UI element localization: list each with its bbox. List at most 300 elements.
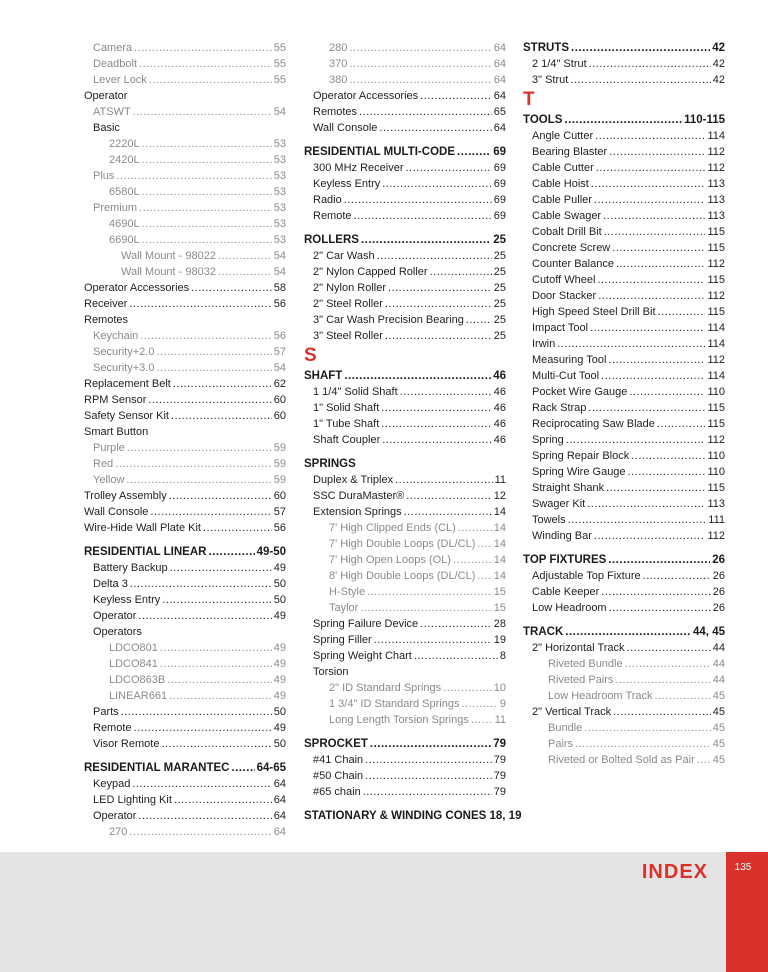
entry-page-number: 14 <box>493 554 506 566</box>
entry-page-number: 19 <box>493 634 506 646</box>
dot-leader <box>169 488 272 504</box>
entry-label: 2 1/4" Strut <box>532 58 587 70</box>
index-entry <box>304 416 506 432</box>
entry-label: Safety Sensor Kit <box>84 410 169 422</box>
dot-leader <box>129 824 271 840</box>
entry-page-number: 25 <box>493 234 506 246</box>
index-entry <box>84 296 286 312</box>
dot-leader <box>174 792 272 808</box>
entry-page-number: 44 <box>712 658 725 670</box>
entry-label: Torsion <box>313 666 349 678</box>
index-entry <box>304 208 506 224</box>
dot-leader <box>208 544 254 560</box>
index-entry <box>304 160 506 176</box>
entry-page-number: 59 <box>273 442 286 454</box>
dot-leader <box>367 584 492 600</box>
dot-leader <box>457 144 491 160</box>
entry-page-number: 44 <box>712 674 725 686</box>
index-entry <box>523 384 725 400</box>
entry-label: 380 <box>329 74 348 86</box>
entry-page-number: 28 <box>493 618 506 630</box>
index-entry <box>304 432 506 448</box>
index-entry <box>84 504 286 520</box>
entry-page-number: 14 <box>493 522 506 534</box>
entry-page-number: 26 <box>712 570 725 582</box>
index-entry <box>523 240 725 256</box>
index-entry <box>523 128 725 144</box>
index-entry <box>84 72 286 88</box>
entry-label: Wall Mount - 98032 <box>121 266 216 278</box>
index-entry <box>84 88 286 104</box>
dot-leader <box>139 56 272 72</box>
dot-leader <box>588 400 705 416</box>
entry-label: Cable Swager <box>532 210 602 222</box>
dot-leader <box>370 736 491 752</box>
entry-page-number: 113 <box>707 210 725 222</box>
entry-page-number: 50 <box>273 738 286 750</box>
entry-label: Delta 3 <box>93 578 128 590</box>
entry-label: 1" Tube Shaft <box>313 418 380 430</box>
entry-label: Replacement Belt <box>84 378 171 390</box>
entry-page-number: 113 <box>707 194 725 206</box>
index-entry <box>84 344 286 360</box>
dot-leader <box>628 464 706 480</box>
entry-label: Deadbolt <box>93 58 138 70</box>
entry-page-number: 64 <box>273 826 286 838</box>
dot-leader <box>568 512 707 528</box>
entry-page-number: 42 <box>712 58 725 70</box>
entry-label: Long Length Torsion Springs <box>329 714 469 726</box>
dot-leader <box>655 688 711 704</box>
entry-page-number: 12 <box>493 490 506 502</box>
entry-label: Remote <box>93 722 132 734</box>
dot-leader <box>127 440 272 456</box>
entry-page-number: 115 <box>707 402 725 414</box>
dot-leader <box>596 160 706 176</box>
index-entry <box>523 416 725 432</box>
entry-page-number: 79 <box>493 738 506 750</box>
index-entry <box>523 176 725 192</box>
index-entry <box>523 320 725 336</box>
index-entry <box>304 664 506 680</box>
entry-page-number: 25 <box>493 282 506 294</box>
entry-page-number: 114 <box>707 130 725 142</box>
entry-label: 7' High Clipped Ends (CL) <box>329 522 456 534</box>
index-entry <box>84 736 286 752</box>
entry-page-number: 25 <box>493 250 506 262</box>
index-entry <box>84 200 286 216</box>
dot-leader <box>126 472 271 488</box>
dot-leader <box>629 384 705 400</box>
index-entry <box>84 776 286 792</box>
entry-page-number: 110 <box>707 386 725 398</box>
entry-page-number: 115 <box>707 274 725 286</box>
index-entry <box>84 520 286 536</box>
entry-page-number: 54 <box>273 106 286 118</box>
dot-leader <box>381 400 491 416</box>
dot-leader <box>657 416 706 432</box>
entry-label: TRACK <box>523 626 564 638</box>
entry-page-number: 54 <box>273 362 286 374</box>
dot-leader <box>658 304 706 320</box>
dot-leader <box>133 104 272 120</box>
index-entry <box>304 600 506 616</box>
dot-leader <box>590 320 705 336</box>
entry-page-number: 64 <box>493 122 506 134</box>
section-letter: S <box>304 345 317 366</box>
dot-leader <box>589 56 711 72</box>
entry-label: 1 1/4" Solid Shaft <box>313 386 398 398</box>
dot-leader <box>566 432 706 448</box>
dot-leader <box>344 192 492 208</box>
entry-page-number: 45 <box>712 690 725 702</box>
dot-leader <box>160 640 272 656</box>
entry-label: TOOLS <box>523 114 563 126</box>
entry-label: Security+3.0 <box>93 362 155 374</box>
index-entry <box>523 640 725 656</box>
entry-page-number: 26 <box>712 602 725 614</box>
entry-page-number: 25 <box>493 314 506 326</box>
index-entry <box>84 792 286 808</box>
index-entry <box>84 232 286 248</box>
index-entry <box>304 56 506 72</box>
index-entry <box>84 488 286 504</box>
entry-page-number: 58 <box>273 282 286 294</box>
entry-page-number: 69 <box>493 178 506 190</box>
entry-page-number: 9 <box>499 698 506 710</box>
index-entry <box>304 680 506 696</box>
index-entry <box>523 672 725 688</box>
entry-label: STATIONARY & WINDING CONES 18, 19 <box>304 810 522 822</box>
dot-leader <box>595 128 705 144</box>
entry-page-number: 49 <box>273 674 286 686</box>
index-entry <box>84 440 286 456</box>
entry-label: SSC DuraMaster® <box>313 490 405 502</box>
entry-page-number: 53 <box>273 186 286 198</box>
index-entry <box>84 624 286 640</box>
entry-label: LDCO801 <box>109 642 158 654</box>
entry-page-number: 79 <box>493 786 506 798</box>
entry-page-number: 53 <box>273 234 286 246</box>
entry-label: 2420L <box>109 154 140 166</box>
index-entry <box>84 640 286 656</box>
index-section-heading <box>523 40 725 56</box>
entry-page-number: 49 <box>273 690 286 702</box>
index-section-heading <box>523 112 725 128</box>
entry-label: Lever Lock <box>93 74 147 86</box>
index-entry <box>304 712 506 728</box>
entry-label: Rack Strap <box>532 402 587 414</box>
dot-leader <box>609 600 711 616</box>
entry-page-number: 112 <box>707 434 725 446</box>
index-entry <box>523 208 725 224</box>
entry-page-number: 25 <box>493 266 506 278</box>
entry-label: Shaft Coupler <box>313 434 381 446</box>
entry-label: Operator Accessories <box>84 282 190 294</box>
index-entry <box>523 272 725 288</box>
entry-label: Operator <box>93 610 137 622</box>
spacer <box>523 616 725 624</box>
entry-label: 6580L <box>109 186 140 198</box>
entry-page-number: 64 <box>493 74 506 86</box>
entry-label: Pairs <box>548 738 574 750</box>
index-entry <box>84 392 286 408</box>
dot-leader <box>142 136 272 152</box>
index-entry <box>523 720 725 736</box>
entry-page-number: 69 <box>493 194 506 206</box>
entry-label: RESIDENTIAL MULTI-CODE <box>304 146 455 158</box>
index-entry <box>84 312 286 328</box>
entry-label: 3" Steel Roller <box>313 330 383 342</box>
index-entry <box>304 384 506 400</box>
entry-page-number: 26 <box>712 586 725 598</box>
entry-label: 280 <box>329 42 348 54</box>
index-entry <box>304 280 506 296</box>
entry-page-number: 114 <box>707 338 725 350</box>
index-entry <box>304 328 506 344</box>
entry-page-number: 115 <box>707 482 725 494</box>
entry-label: 6690L <box>109 234 140 246</box>
dot-leader <box>382 176 492 192</box>
index-entry <box>84 576 286 592</box>
dot-leader <box>627 640 711 656</box>
entry-page-number: 53 <box>273 154 286 166</box>
index-entry <box>84 280 286 296</box>
index-entry <box>304 312 506 328</box>
entry-label: LDCO841 <box>109 658 158 670</box>
dot-leader <box>150 504 271 520</box>
dot-leader <box>477 536 491 552</box>
index-entry <box>304 104 506 120</box>
index-entry <box>304 616 506 632</box>
entry-label: 3" Strut <box>532 74 569 86</box>
entry-label: Security+2.0 <box>93 346 155 358</box>
dot-leader <box>142 232 272 248</box>
entry-label: Visor Remote <box>93 738 160 750</box>
entry-label: Radio <box>313 194 342 206</box>
entry-page-number: 112 <box>707 290 725 302</box>
index-entry <box>523 432 725 448</box>
entry-page-number: 112 <box>707 146 725 158</box>
entry-page-number: 115 <box>707 306 725 318</box>
entry-label: Remotes <box>313 106 358 118</box>
dot-leader <box>625 656 711 672</box>
entry-label: 2" Nylon Roller <box>313 282 386 294</box>
dot-leader <box>361 232 491 248</box>
index-entry <box>304 488 506 504</box>
entry-page-number: 112 <box>707 162 725 174</box>
dot-leader <box>461 696 497 712</box>
entry-page-number: 44 <box>712 642 725 654</box>
entry-page-number: 45 <box>712 738 725 750</box>
dot-leader <box>365 768 492 784</box>
entry-label: LDCO863B <box>109 674 166 686</box>
entry-page-number: 115 <box>707 418 725 430</box>
entry-label: Yellow <box>93 474 125 486</box>
entry-page-number: 50 <box>273 594 286 606</box>
entry-page-number: 49 <box>273 658 286 670</box>
spacer <box>84 752 286 760</box>
dot-leader <box>406 488 492 504</box>
dot-leader <box>608 352 705 368</box>
dot-leader <box>557 336 705 352</box>
dot-leader <box>598 288 705 304</box>
entry-label: Angle Cutter <box>532 130 594 142</box>
entry-page-number: 53 <box>273 202 286 214</box>
index-entry <box>304 88 506 104</box>
entry-label: Keyless Entry <box>313 178 381 190</box>
dot-leader <box>601 368 705 384</box>
entry-page-number: 55 <box>273 58 286 70</box>
dot-leader <box>134 720 272 736</box>
dot-leader <box>156 344 271 360</box>
entry-page-number: 69 <box>493 146 506 158</box>
entry-label: High Speed Steel Drill Bit <box>532 306 656 318</box>
index-entry <box>523 584 725 600</box>
entry-label: 2" Nylon Capped Roller <box>313 266 428 278</box>
entry-label: Smart Button <box>84 426 149 438</box>
entry-label: Door Stacker <box>532 290 597 302</box>
dot-leader <box>231 760 254 776</box>
entry-page-number: 11 <box>494 714 506 726</box>
entry-label: Cable Hoist <box>532 178 589 190</box>
index-entry <box>304 400 506 416</box>
index-section-heading <box>523 624 725 640</box>
index-entry <box>523 72 725 88</box>
index-section-heading <box>523 552 725 568</box>
entry-page-number: 56 <box>273 298 286 310</box>
index-entry <box>523 752 725 768</box>
entry-label: Extension Springs <box>313 506 402 518</box>
index-section-heading <box>84 760 286 776</box>
dot-leader <box>167 672 271 688</box>
entry-page-number: 64-65 <box>256 762 286 774</box>
index-entry <box>304 296 506 312</box>
entry-label: Winding Bar <box>532 530 592 542</box>
entry-label: Wall Console <box>313 122 378 134</box>
index-entry <box>523 600 725 616</box>
index-entry <box>523 464 725 480</box>
index-entry <box>523 256 725 272</box>
entry-label: Towels <box>532 514 566 526</box>
index-entry <box>304 536 506 552</box>
dot-leader <box>471 712 493 728</box>
entry-page-number: 65 <box>493 106 506 118</box>
entry-page-number: 26 <box>712 554 725 566</box>
dot-leader <box>173 376 272 392</box>
entry-page-number: 64 <box>493 58 506 70</box>
entry-label: Receiver <box>84 298 128 310</box>
dot-leader <box>597 272 705 288</box>
dot-leader <box>130 576 272 592</box>
entry-label: LINEAR661 <box>109 690 168 702</box>
index-entry <box>84 456 286 472</box>
entry-page-number: 59 <box>273 458 286 470</box>
entry-page-number: 25 <box>493 330 506 342</box>
entry-label: Spring Repair Block <box>532 450 630 462</box>
dot-leader <box>359 104 492 120</box>
entry-label: 300 MHz Receiver <box>313 162 404 174</box>
entry-page-number: 45 <box>712 706 725 718</box>
entry-label: Battery Backup <box>93 562 168 574</box>
index-entry <box>84 824 286 840</box>
entry-label: Parts <box>93 706 119 718</box>
entry-label: #50 Chain <box>313 770 364 782</box>
entry-label: ATSWT <box>93 106 131 118</box>
dot-leader <box>643 568 711 584</box>
entry-page-number: 56 <box>273 522 286 534</box>
entry-label: Measuring Tool <box>532 354 607 366</box>
dot-leader <box>203 520 272 536</box>
entry-page-number: 59 <box>273 474 286 486</box>
entry-page-number: 49 <box>273 562 286 574</box>
entry-page-number: 50 <box>273 578 286 590</box>
index-entry <box>304 568 506 584</box>
dot-leader <box>138 608 271 624</box>
spacer <box>304 728 506 736</box>
entry-label: 7' High Open Loops (OL) <box>329 554 451 566</box>
index-section-heading <box>304 456 506 472</box>
index-entry <box>84 248 286 264</box>
dot-leader <box>420 88 492 104</box>
index-entry <box>523 496 725 512</box>
dot-leader <box>591 176 706 192</box>
dot-leader <box>612 240 705 256</box>
index-entry <box>84 608 286 624</box>
entry-label: Irwin <box>532 338 556 350</box>
dot-leader <box>142 152 272 168</box>
entry-label: Pocket Wire Gauge <box>532 386 628 398</box>
entry-label: Wire-Hide Wall Plate Kit <box>84 522 201 534</box>
dot-leader <box>139 200 272 216</box>
dot-leader <box>149 72 272 88</box>
entry-label: Spring <box>532 434 564 446</box>
dot-leader <box>121 704 272 720</box>
index-entry <box>84 656 286 672</box>
dot-leader <box>466 312 492 328</box>
index-entry <box>304 504 506 520</box>
page-number: 135 <box>734 862 752 873</box>
index-entry <box>84 136 286 152</box>
entry-page-number: 113 <box>707 178 725 190</box>
entry-page-number: 64 <box>493 90 506 102</box>
entry-page-number: 53 <box>273 138 286 150</box>
entry-page-number: 15 <box>493 586 506 598</box>
dot-leader <box>385 328 492 344</box>
entry-page-number: 79 <box>493 754 506 766</box>
dot-leader <box>354 208 492 224</box>
entry-page-number: 46 <box>493 386 506 398</box>
entry-page-number: 15 <box>493 602 506 614</box>
index-entry <box>84 216 286 232</box>
entry-label: #65 chain <box>313 786 361 798</box>
dot-leader <box>564 112 682 128</box>
entry-label: Purple <box>93 442 125 454</box>
entry-label: Duplex & Triplex <box>313 474 394 486</box>
index-entry <box>304 784 506 800</box>
entry-label: Basic <box>93 122 120 134</box>
entry-label: Bundle <box>548 722 583 734</box>
index-entry <box>304 648 506 664</box>
dot-leader <box>218 248 272 264</box>
index-entry <box>304 248 506 264</box>
index-entry <box>523 224 725 240</box>
dot-leader <box>382 432 491 448</box>
entry-label: Low Headroom <box>532 602 607 614</box>
index-section-heading <box>304 368 506 384</box>
entry-label: Adjustable Top Fixture <box>532 570 641 582</box>
spacer <box>523 544 725 552</box>
